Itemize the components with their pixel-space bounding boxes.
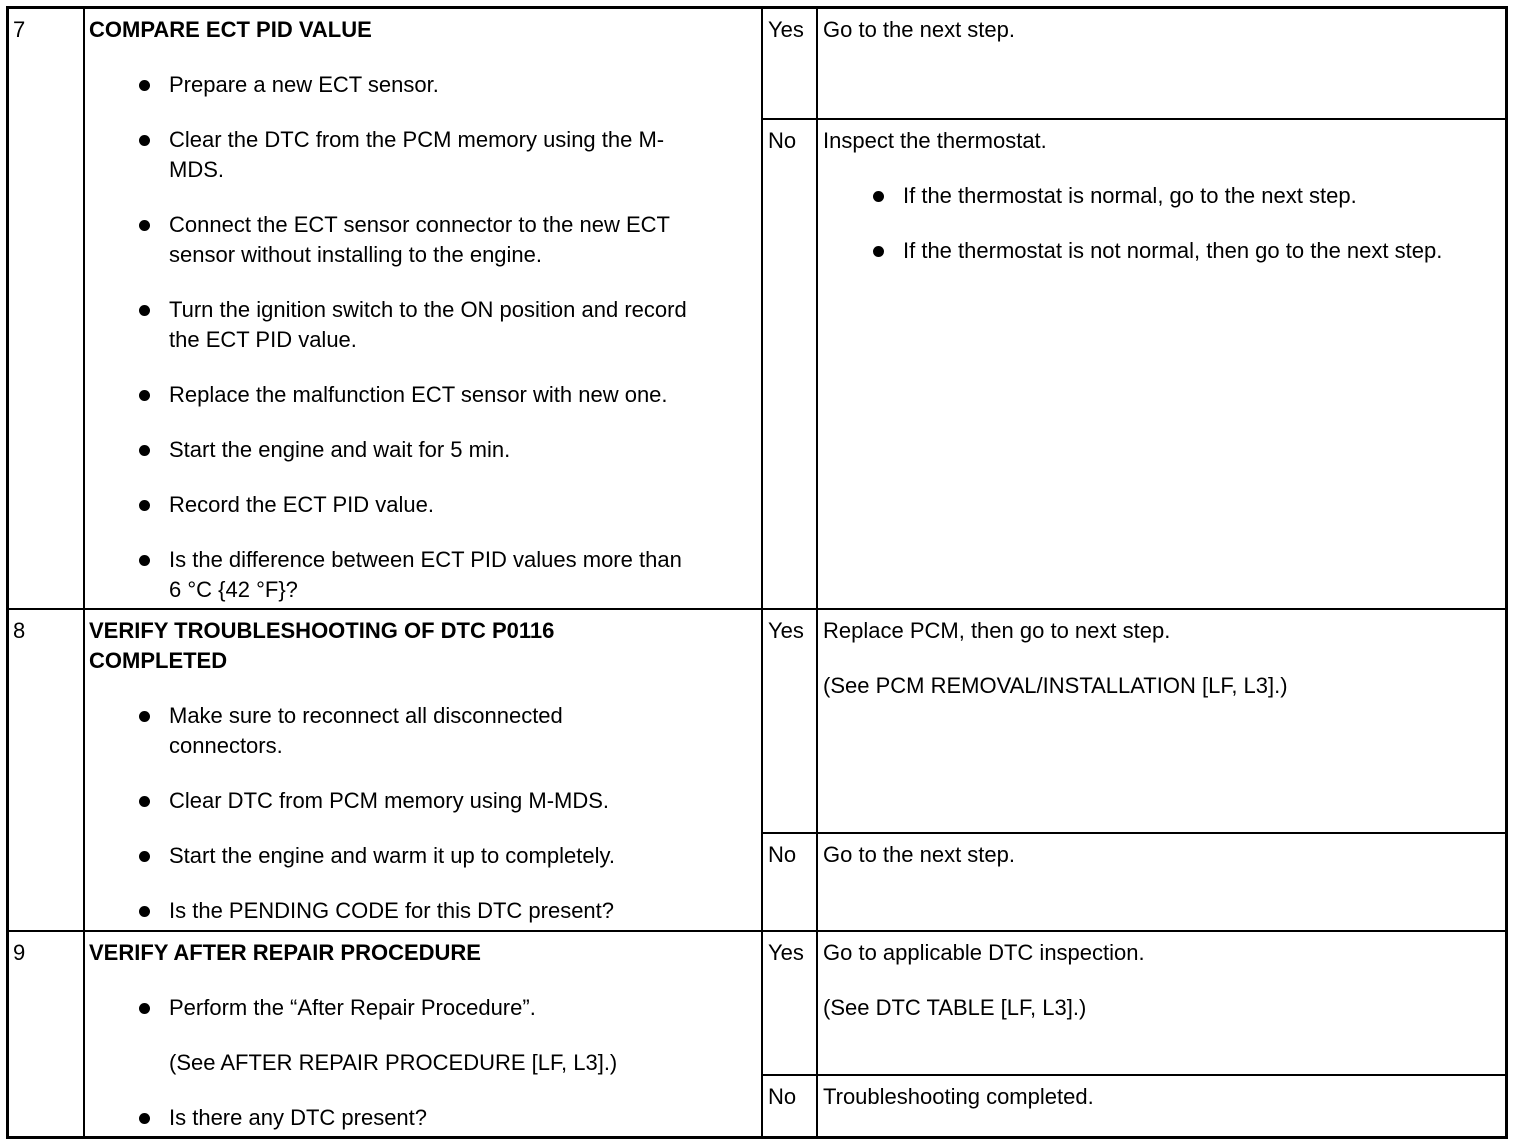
step-7-content	[89, 9, 759, 605]
step-8-no-result: Go to the next step.	[823, 842, 1016, 867]
step-8-yes-result	[818, 610, 1508, 701]
step-9-yes-label: Yes	[768, 940, 804, 965]
step-9-yes-reference: (See DTC TABLE [LF, L3].)	[823, 995, 1087, 1020]
step-8-yes-text: Replace PCM, then go to next step.	[823, 618, 1171, 643]
step-7-action-6: Start the engine and wait for 5 min.	[89, 435, 689, 465]
step-7-action-2: Clear the DTC from the PCM memory using the M-MDS.	[89, 125, 689, 185]
step-8-content	[89, 610, 759, 926]
step-7-action-7: Record the ECT PID value.	[89, 490, 689, 520]
step-7-yes-label: Yes	[768, 17, 804, 42]
step-9-no-result: Troubleshooting completed.	[823, 1084, 1094, 1109]
step-9-no-label: No	[768, 1084, 797, 1109]
step-8-yes-reference: (See PCM REMOVAL/INSTALLATION [LF, L3].)	[823, 673, 1288, 698]
step-8-no-label: No	[768, 842, 797, 867]
step-7-action-3: Connect the ECT sensor connector to the new ECT sensor without installing to the engine.	[89, 210, 709, 270]
step-8-action-4: Is the PENDING CODE for this DTC present?	[89, 896, 689, 926]
step-7-no-bullet-1: If the thermostat is normal, go to the next step.	[823, 181, 1483, 211]
step-9-yes-text: Go to applicable DTC inspection.	[823, 940, 1145, 965]
step-7-action-5: Replace the malfunction ECT sensor with new one.	[89, 380, 759, 410]
step-9-action-reference: (See AFTER REPAIR PROCEDURE [LF, L3].)	[169, 1050, 618, 1075]
step-7-title: COMPARE ECT PID VALUE	[89, 17, 372, 42]
step-8-action-3: Start the engine and warm it up to completely.	[89, 841, 689, 871]
step-7-no-label: No	[768, 128, 797, 153]
step-8-title: VERIFY TROUBLESHOOTING OF DTC P0116 COMPLETED	[89, 618, 555, 673]
step-7-action-4: Turn the ignition switch to the ON position and record the ECT PID value.	[89, 295, 689, 355]
step-number-9: 9	[13, 940, 26, 965]
step-8-yes-label: Yes	[768, 618, 804, 643]
step-7-yes-result: Go to the next step.	[823, 17, 1016, 42]
step-number-7: 7	[13, 17, 26, 42]
step-7-no-text: Inspect the thermostat.	[823, 128, 1047, 153]
step-7-action-1: Prepare a new ECT sensor.	[89, 70, 689, 100]
step-9-final-action: Is there any DTC present?	[89, 1103, 689, 1133]
step-9-content	[89, 932, 759, 1133]
step-8-action-1: Make sure to reconnect all disconnected connectors.	[89, 701, 649, 761]
step-9-yes-result	[818, 932, 1508, 1023]
step-9-title: VERIFY AFTER REPAIR PROCEDURE	[89, 940, 481, 965]
step-9-action-1: Perform the “After Repair Procedure”.	[89, 993, 689, 1023]
step-7-action-8: Is the difference between ECT PID values more than 6 °C {42 °F}?	[89, 545, 689, 605]
step-number-8: 8	[13, 618, 26, 643]
step-7-no-bullet-2: If the thermostat is not normal, then go to the next step.	[823, 236, 1483, 266]
step-8-action-2: Clear DTC from PCM memory using M-MDS.	[89, 786, 689, 816]
column-divider-step	[83, 9, 85, 1136]
troubleshooting-table	[6, 6, 1508, 1139]
step-7-no-result	[818, 120, 1508, 266]
